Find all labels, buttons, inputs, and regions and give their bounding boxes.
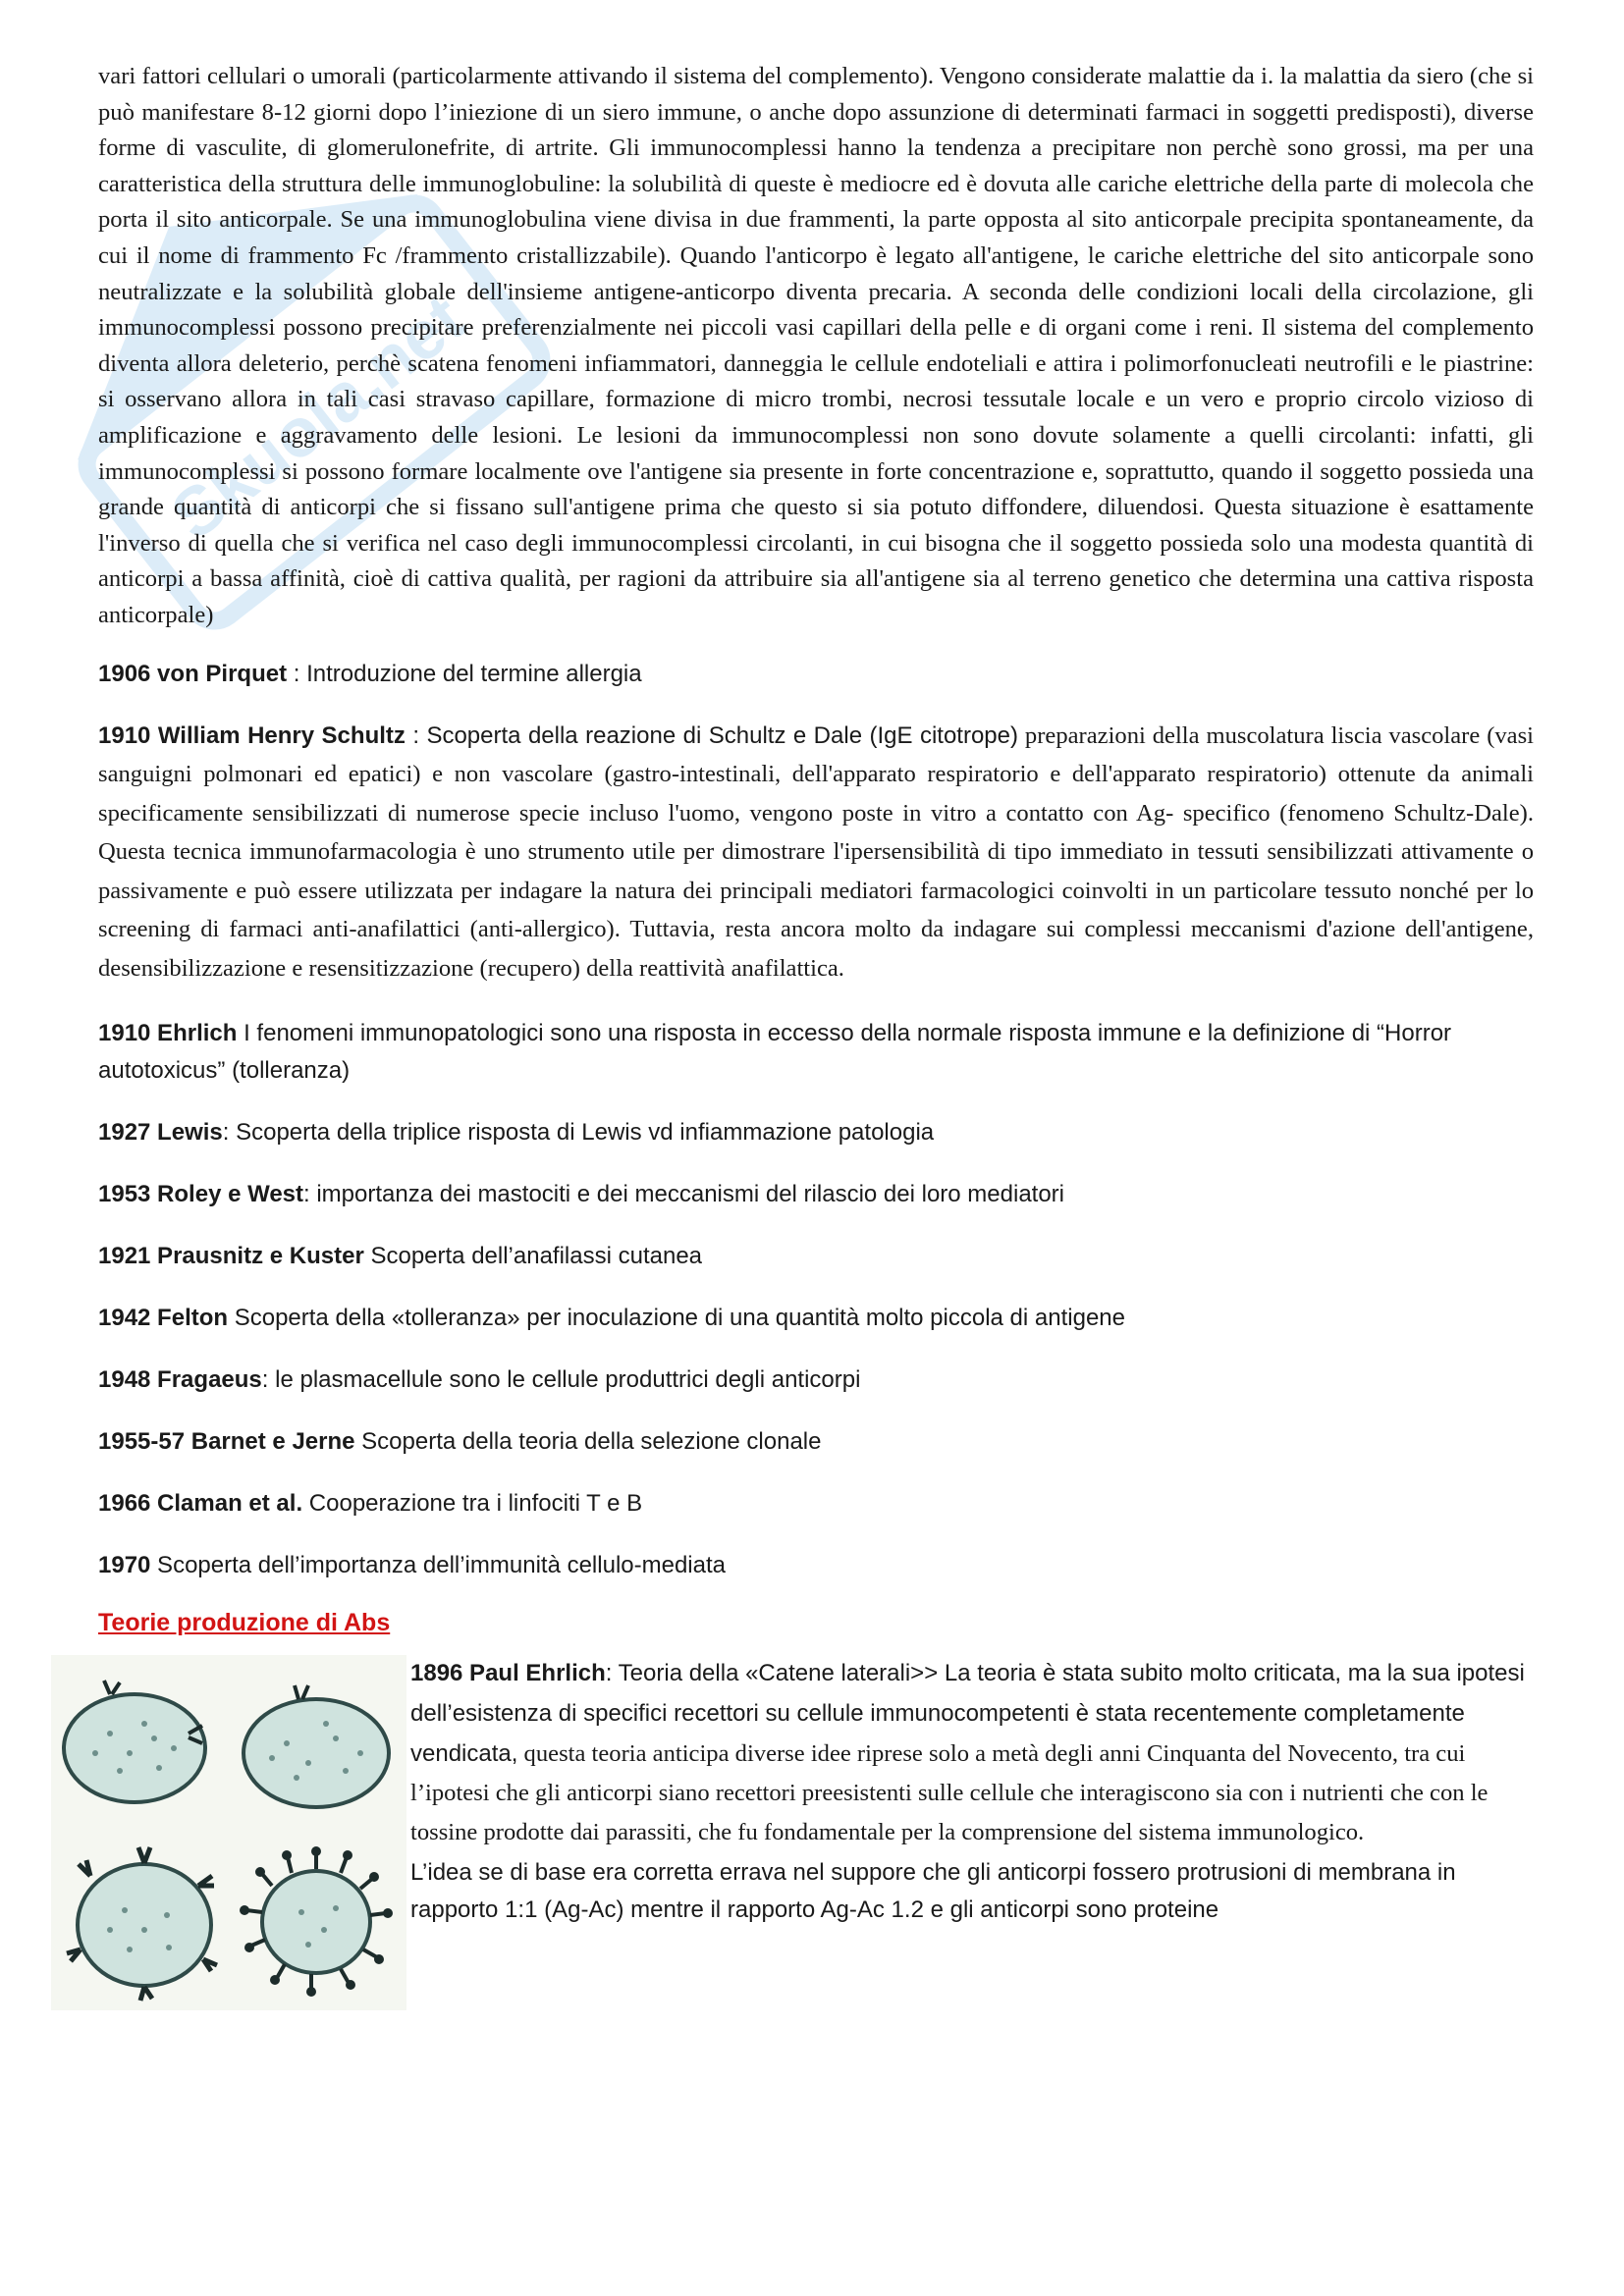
- timeline-entry: [98, 1300, 1534, 1337]
- intro-paragraph: vari fattori cellulari o umorali (particolarmente attivando il sistema del complemento). Vengono considerate malattie da i. la malattia da siero (che si può manifestare 8-12 giorni dopo l’iniezione di un siero immune, o anche dopo assunzione di determinati farmaci in soggetti predisposti), diverse forme di vasculite, di glomerulonefrite, di artrite. Gli immunocomplessi hanno la tendenza a precipitare non perchè sono grossi, ma per una caratteristica della struttura delle immunoglobuline: la solubilità di queste è mediocre ed è dovuta alle cariche elettriche della parte di molecola che porta il sito anticorpale. Se una immunoglobulina viene divisa in due frammenti, la parte opposta al sito anticorpale precipita spontaneamente, da cui il nome di frammento Fc /frammento cristallizzabile). Quando l'anticorpo è legato all'antigene, le cariche elettriche del sito anticorpale sono neutralizzate e la solubilità globale dell'insieme antigene-anticorpo diventa precaria. A seconda delle condizioni locali della circolazione, gli immunocomplessi possono precipitare preferenzialmente nei piccoli vasi capillari della pelle e di organi come i reni. Il sistema del complemento diventa allora deleterio, perchè scatena fenomeni infiammatori, danneggia le cellule endoteliali e attira i polimorfonucleati neutrofili e le piastrine: si osservano allora in tali casi stravaso capillare, formazione di micro trombi, necrosi tessutale locale e un vero e proprio circolo vizioso di amplificazione e aggravamento delle lesioni. Le lesioni da immunocomplessi non sono dovute solamente a quelli circolanti: infatti, gli immunocomplessi si possono formare localmente ove l'antigene sia presente in forte concentrazione e, soprattutto, quando il soggetto possieda una grande quantità di anticorpi che si fissano sull'antigene prima che questo si sia potuto diffondere, diluendosi. Questa situazione è esattamente l'inverso di quella che si verifica nel caso degli immunocomplessi circolanti, in cui bisogna che il soggetto possieda solo una modesta quantità di anticorpi a bassa affinità, cioè di cattiva qualità, per ragioni da attribuire sia all'antigene sia al terreno genetico che determina una cattiva risposta anticorpale): [98, 63, 1534, 628]
- entry-text: : le plasmacellule sono le cellule produttrici degli anticorpi: [261, 1365, 861, 1393]
- timeline-entry: [98, 1547, 1534, 1584]
- document-page: [98, 59, 1534, 2048]
- entry-title: 1896 Paul Ehrlich: [410, 1659, 606, 1686]
- timeline-entry: [98, 1362, 1534, 1399]
- side-chain-cells-illustration: [51, 1655, 406, 2010]
- timeline-entry: [98, 1015, 1534, 1090]
- entry-title: 1970: [98, 1551, 151, 1578]
- entry-title: 1910 Ehrlich: [98, 1019, 238, 1046]
- entry-text: Scoperta dell’importanza dell’immunità cellulo-mediata: [150, 1551, 726, 1578]
- closing-note: L’idea se di base era corretta errava nel suppore che gli anticorpi fossero protrusioni di membrana in rapporto 1:1 (Ag-Ac) mentre il rapporto Ag-Ac 1.2 e gli anticorpi sono proteine: [410, 1858, 1456, 1923]
- schultz-entry: [98, 718, 1534, 990]
- watermark-text: Skuola.net: [157, 280, 479, 555]
- entry-title: 1948 Fragaeus: [98, 1365, 262, 1393]
- entry-title: 1910 William Henry Schultz: [98, 721, 406, 749]
- entry-text: : Scoperta della triplice risposta di Lewis vd infiammazione patologia: [222, 1118, 935, 1146]
- entry-title: 1942 Felton: [98, 1304, 229, 1331]
- entry-text: Cooperazione tra i linfociti T e B: [302, 1489, 643, 1517]
- entry-title: 1927 Lewis: [98, 1118, 223, 1146]
- entry-subtitle: : Teoria della «Catene laterali>> La teoria è stata subito molto criticata, ma la sua ipotesi dell’esistenza di specifici recettori su cellule immunocompetenti è stata recentemente completamente vendicata,: [410, 1659, 1525, 1767]
- ehrlich-section: [98, 1655, 1534, 2048]
- entry-title: 1955-57 Barnet e Jerne: [98, 1427, 355, 1455]
- timeline-entry: [98, 1485, 1534, 1522]
- timeline-entry: [98, 1114, 1534, 1151]
- entry-title: 1953 Roley e West: [98, 1180, 304, 1207]
- section-heading: Teorie produzione di Abs: [98, 1608, 391, 1636]
- entry-text: : importanza dei mastociti e dei meccanismi del rilascio dei loro mediatori: [303, 1180, 1064, 1207]
- timeline-entry: [98, 656, 1534, 693]
- entry-text: preparazioni della muscolatura liscia vascolare (vasi sanguigni polmonari ed epatici) e non vascolare (gastro-intestinali, dell'apparato respiratorio e dell'apparato respiratorio) ottenute da animali specificamente sensibilizzati di numerose specie incluso l'uomo, vengono poste in vitro a contatto con Ag- specifico (fenomeno Schultz-Dale). Questa tecnica immunofarmacologia è uno strumento utile per dimostrare l'ipersensibilità di tipo immediato in tessuti sensibilizzati attivamente o passivamente e può essere utilizzata per indagare la natura dei principali mediatori farmacologici coinvolti in un particolare tessuto nonché per lo screening di farmaci anti-anafilattici (anti-allergico). Tuttavia, resta ancora molto da indagare sui complessi meccanismi d'azione dell'antigene, desensibilizzazione e resensitizzazione (recupero) della reattività anafilattica.: [98, 721, 1534, 983]
- entry-text: I fenomeni immunopatologici sono una risposta in eccesso della normale risposta immune e la definizione di “Horror autotoxicus” (tolleranza): [98, 1019, 1452, 1084]
- entry-text: questa teoria anticipa diverse idee riprese solo a metà degli anni Cinquanta del Novecento, tra cui l’ipotesi che gli anticorpi siano recettori preesistenti sulle cellule che interagiscono sia con i nutrienti che con le tossine prodotte dai parassiti, che fu fondamentale per la comprensione del sistema immunologico.: [410, 1739, 1489, 1845]
- entry-text: Scoperta della «tolleranza» per inoculazione di una quantità molto piccola di antigene: [228, 1304, 1125, 1331]
- entry-text: Scoperta dell’anafilassi cutanea: [363, 1242, 703, 1269]
- entry-text: : Introduzione del termine allergia: [287, 660, 642, 687]
- timeline-entry: [98, 1423, 1534, 1461]
- entry-text: Scoperta della teoria della selezione clonale: [354, 1427, 822, 1455]
- ehrlich-text: [410, 1655, 1530, 1929]
- entry-subtitle: : Scoperta della reazione di Schultz e Dale (IgE citotrope): [405, 721, 1018, 749]
- entry-title: 1966 Claman et al.: [98, 1489, 303, 1517]
- timeline-entry: [98, 1238, 1534, 1275]
- entry-title: 1921 Prausnitz e Kuster: [98, 1242, 364, 1269]
- entry-title: 1906 von Pirquet: [98, 660, 288, 687]
- timeline-entry: [98, 1176, 1534, 1213]
